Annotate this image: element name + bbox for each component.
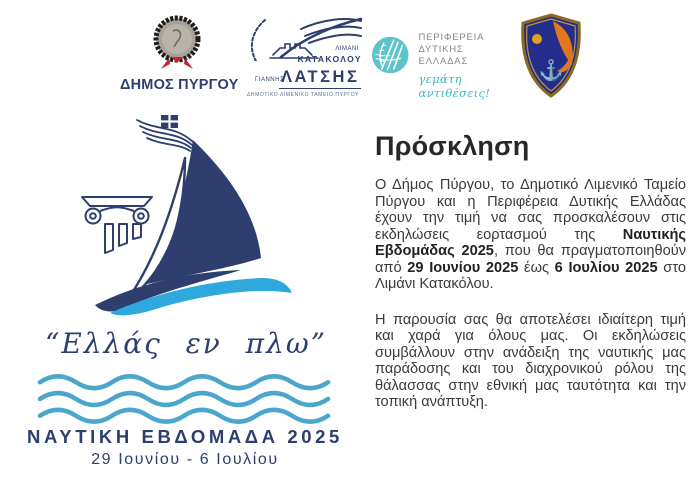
event-dates: 29 Ιουνίου - 6 Ιουλίου bbox=[91, 451, 279, 468]
event-title: ΝΑΥΤΙΚΗ ΕΒΔΟΜΑΔΑ 2025 bbox=[27, 426, 343, 447]
logo-dimos-pyrgou bbox=[120, 13, 239, 93]
latsis-subtitle-label: ΔΗΜΟΤΙΚΟ ΛΙΜΕΝΙΚΟ ΤΑΜΕΙΟ ΠΥΡΓΟΥ bbox=[246, 92, 360, 98]
pyrgos-label: ΔΗΜΟΣ ΠΥΡΓΟΥ bbox=[120, 77, 239, 93]
latsis-limani-label: ΛΙΜΑΝΙ bbox=[335, 46, 359, 52]
invitation-paragraph-1: Ο Δήμος Πύργου, το Δημοτικό Λιμενικό Ταμείο Πύργου και η Περιφέρεια Δυτικής Ελλάδας έχουν την τιμή να σας προσκαλέσουν στις εκδηλώσεις εορτασμού της Ναυτικής Εβδομάδας 2025, που θα πραγματοποιηθούν από 29 Ιουνίου 2025 έως 6 Ιουλίου 2025 στο Λιμάνι Κατακόλου. bbox=[375, 177, 686, 292]
logo-coastguard-crest bbox=[517, 13, 585, 104]
invitation-paragraph-2: Η παρουσία σας θα αποτελέσει ιδιαίτερη τιμή και χαρά για όλους μας. Οι εκδηλώσεις συμβάλλουν στην ανάδειξη της ναυτικής μας παράδοσης και του διαχρονικού ρόλου της θάλασσας στην εθνική μας ταυτότητα και την τοπική ανάπτυξη. bbox=[375, 311, 686, 410]
region-slogan-label: γεμάτη αντιθέσεις! bbox=[418, 72, 491, 100]
latsis-name-label: ΛΑΤΣΗΣ bbox=[279, 68, 361, 89]
anchor-glyph: ⚓ bbox=[538, 60, 564, 82]
sailboat-logo bbox=[25, 112, 345, 334]
invitation-title: Πρόσκληση bbox=[375, 131, 530, 161]
logo-region-western-greece bbox=[372, 29, 502, 100]
shield-anchor-icon bbox=[517, 13, 585, 99]
greek-flag-icon bbox=[137, 115, 193, 151]
latsis-katakolou-label: ΚΑΤΑΚΟΛΟΥ bbox=[297, 54, 362, 64]
waves-icon bbox=[37, 372, 333, 424]
main-sail bbox=[147, 140, 261, 284]
pyrgos-emblem-icon bbox=[149, 13, 205, 71]
greek-column-icon bbox=[82, 197, 152, 253]
latsis-giannis-label: ΓΙΑΝΝΗΣ bbox=[255, 77, 285, 83]
invitation-text-column bbox=[375, 131, 686, 430]
region-circle-icon bbox=[372, 29, 409, 81]
logo-limani-katakolou bbox=[243, 15, 363, 103]
region-name-label: ΠΕΡΙΦΕΡΕΙΑ ΔΥΤΙΚΗΣ ΕΛΛΑΔΑΣ bbox=[418, 32, 485, 67]
slogan-quote: “Ελλάς εν πλω” bbox=[45, 327, 327, 360]
